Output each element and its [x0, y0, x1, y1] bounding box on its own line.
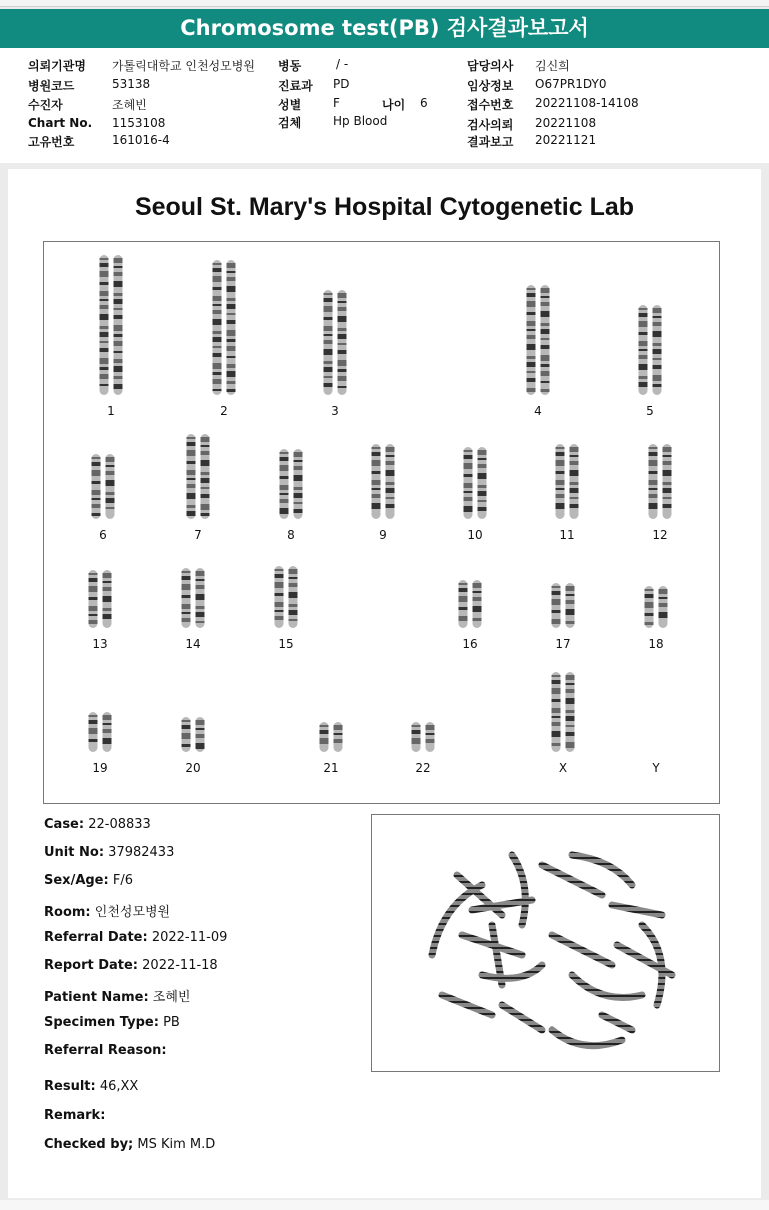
- chromosome-label-x: X: [558, 761, 568, 775]
- chromosome-6-drawing: [83, 451, 123, 522]
- receipt-label: 접수번호: [467, 98, 514, 112]
- receipt-value: 20221108-14108: [535, 96, 639, 110]
- chromosome-label-12: 12: [652, 528, 668, 542]
- chromosome-label-4: 4: [534, 404, 542, 418]
- patient-label: 수진자: [28, 98, 63, 112]
- checked-line: Checked by; MS Kim M.D: [44, 1137, 216, 1152]
- dept-value: PD: [333, 77, 350, 91]
- chromosome-label-9: 9: [379, 528, 387, 542]
- chromosome-label-10: 10: [467, 528, 483, 542]
- chromosome-label-7: 7: [194, 528, 202, 542]
- chromosome-label-6: 6: [99, 528, 107, 542]
- chromosome-label-3: 3: [331, 404, 339, 418]
- bottom-strip: [0, 1200, 769, 1210]
- result-label: 결과보고: [467, 135, 514, 149]
- id-value: 161016-4: [112, 133, 170, 147]
- chromosome-22-drawing: [403, 719, 443, 755]
- chromosome-label-14: 14: [185, 637, 201, 651]
- unit-line: Unit No: 37982433: [44, 845, 175, 860]
- clinical-label: 임상정보: [467, 79, 514, 93]
- report-title: Seoul St. Mary's Hospital Cytogenetic Lab: [134, 193, 635, 221]
- reportdate-line: Report Date: 2022-11-18: [44, 958, 218, 973]
- karyotype-report: [8, 169, 761, 1198]
- chromosome-17-drawing: [543, 580, 583, 631]
- chromosome-label-20: 20: [185, 761, 201, 775]
- chromosome-5-drawing: [630, 302, 670, 398]
- chromosome-label-5: 5: [646, 404, 654, 418]
- chromosome-7-drawing: [178, 431, 218, 522]
- chromosome-9-drawing: [363, 441, 403, 522]
- chromosome-label-18: 18: [648, 637, 664, 651]
- metaphase-spread-drawing: [372, 815, 719, 1071]
- chromosome-14-drawing: [173, 565, 213, 631]
- specimen-value: Hp Blood: [333, 114, 388, 128]
- chromosome-21-drawing: [311, 719, 351, 755]
- chart-value: 1153108: [112, 116, 166, 130]
- chromosome-label-8: 8: [287, 528, 295, 542]
- sex-label: 성별: [278, 98, 302, 112]
- result-value: 20221121: [535, 133, 597, 147]
- top-strip: [0, 0, 769, 7]
- remark-line: Remark:: [44, 1108, 106, 1123]
- sexage-line: Sex/Age: F/6: [44, 873, 133, 888]
- ward-label: 병동: [278, 59, 302, 73]
- karyogram-panel: [43, 241, 720, 804]
- chart-label: Chart No.: [28, 116, 93, 130]
- specimen-line: Specimen Type: PB: [44, 1015, 180, 1030]
- ward-value: / -: [336, 57, 349, 71]
- reason-line: Referral Reason:: [44, 1043, 167, 1058]
- chromosome-1-drawing: [91, 252, 131, 398]
- chromosome-19-drawing: [80, 709, 120, 755]
- hospital-value: 가톨릭대학교 인천성모병원: [112, 59, 255, 73]
- report-banner: Chromosome test(PB) 검사결과보고서: [0, 9, 769, 48]
- specimen-label: 검체: [278, 116, 302, 130]
- chromosome-10-drawing: [455, 444, 495, 522]
- chromosome-x-drawing: [543, 669, 583, 755]
- request-label: 검사의뢰: [467, 118, 514, 132]
- age-value: 6: [420, 96, 428, 110]
- chromosome-label-2: 2: [220, 404, 228, 418]
- chromosome-label-13: 13: [92, 637, 108, 651]
- doctor-label: 담당의사: [467, 59, 514, 73]
- chromosome-18-drawing: [636, 583, 676, 631]
- chromosome-11-drawing: [547, 441, 587, 522]
- id-label: 고유번호: [28, 135, 75, 149]
- chromosome-4-drawing: [518, 282, 558, 398]
- chromosome-label-15: 15: [278, 637, 294, 651]
- case-line: Case: 22-08833: [44, 817, 151, 832]
- referral-line: Referral Date: 2022-11-09: [44, 930, 228, 945]
- chromosome-12-drawing: [640, 441, 680, 522]
- chromosome-label-11: 11: [559, 528, 575, 542]
- doctor-value: 김신희: [535, 59, 570, 73]
- chromosome-label-19: 19: [92, 761, 108, 775]
- chromosome-16-drawing: [450, 577, 490, 631]
- code-label: 병원코드: [28, 79, 75, 93]
- dept-label: 진료과: [278, 79, 313, 93]
- patient-name-line: Patient Name: 조혜빈: [44, 990, 191, 1005]
- chromosome-15-drawing: [266, 563, 306, 631]
- clinical-value: O67PR1DY0: [535, 77, 607, 91]
- chromosome-2-drawing: [204, 257, 244, 398]
- chromosome-label-17: 17: [555, 637, 571, 651]
- hospital-label: 의뢰기관명: [28, 59, 86, 73]
- chromosome-label-21: 21: [323, 761, 339, 775]
- chromosome-label-y: Y: [652, 761, 660, 775]
- chromosome-label-16: 16: [462, 637, 478, 651]
- chromosome-20-drawing: [173, 714, 213, 755]
- sex-value: F: [333, 96, 340, 110]
- chromosome-8-drawing: [271, 446, 311, 522]
- room-line: Room: 인천성모병원: [44, 905, 171, 920]
- request-value: 20221108: [535, 116, 597, 130]
- chromosome-13-drawing: [80, 567, 120, 631]
- age-label: 나이: [382, 98, 406, 112]
- result-line: Result: 46,XX: [44, 1079, 139, 1094]
- patient-value: 조혜빈: [112, 98, 147, 112]
- chromosome-label-22: 22: [415, 761, 431, 775]
- patient-header: [0, 48, 769, 163]
- code-value: 53138: [112, 77, 151, 91]
- chromosome-label-1: 1: [107, 404, 115, 418]
- chromosome-3-drawing: [315, 287, 355, 398]
- metaphase-spread-image: [371, 814, 720, 1072]
